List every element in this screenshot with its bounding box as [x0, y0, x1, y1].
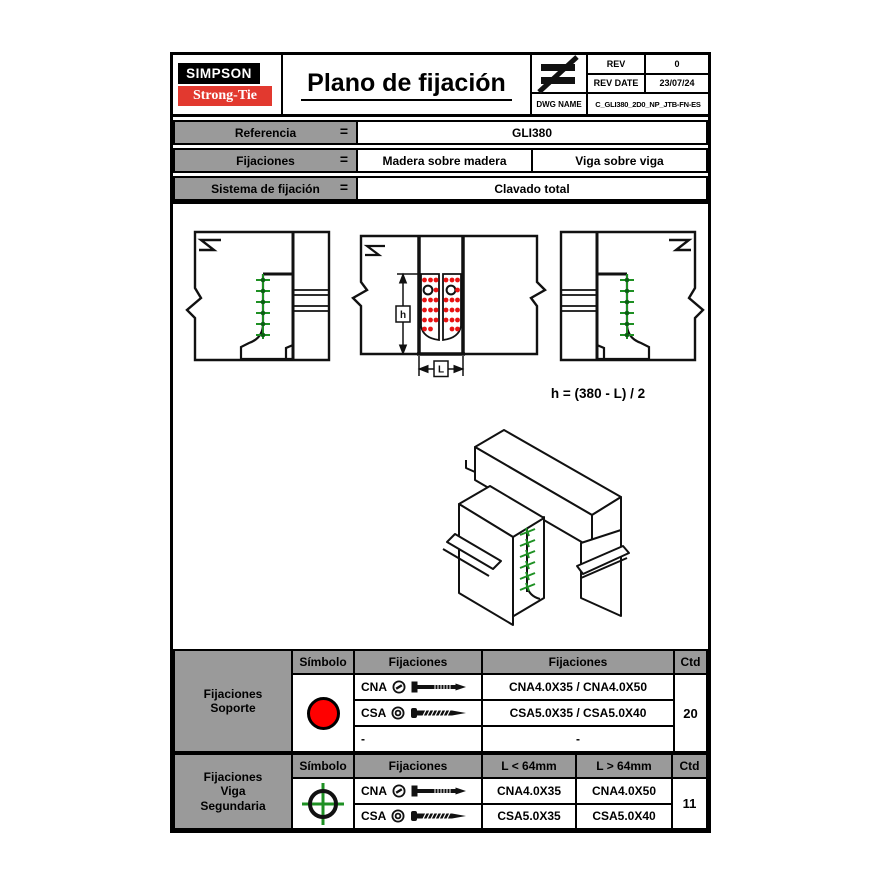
title-block [173, 55, 708, 117]
screw-head-icon [391, 809, 405, 823]
brand-strongtie-label: Strong-Tie [178, 86, 272, 106]
screw-side-icon [410, 809, 470, 823]
support-row-csa-code-cell [355, 701, 481, 725]
dwg-name-value: C_GLI380_2D0_NP_JTB-FN-ES [595, 99, 701, 109]
equals-sign: = [339, 123, 348, 139]
col-header-fixings-ref: Fijaciones [483, 651, 673, 673]
height-formula: h = (380 - L) / 2 [550, 386, 646, 401]
support-row-dash-code-cell: - [355, 727, 481, 751]
support-symbol-cell [293, 675, 353, 751]
support-fixings-table [173, 649, 708, 753]
col-header-l-small: L < 64mm [483, 755, 575, 777]
fixing-system-value: Clavado total [494, 181, 570, 196]
rev-label: REV [588, 55, 646, 75]
screw-side-icon [410, 706, 470, 720]
screw-head-icon [391, 706, 405, 720]
col-header-qty: Ctd [673, 755, 706, 777]
secondary-table-title: Fijaciones Viga Segundaria [200, 769, 266, 813]
fixings-value-right: Viga sobre viga [531, 150, 706, 171]
revision-block [532, 55, 708, 114]
fastener-code: CSA [361, 706, 387, 720]
brand-logo [173, 55, 283, 114]
page-title-cell [283, 55, 532, 114]
col-header-fixings: Fijaciones [355, 755, 481, 777]
reference-label-cell [175, 122, 358, 143]
nail-head-icon [392, 680, 406, 694]
reference-value: GLI380 [511, 125, 553, 140]
page-title: Plano de fijación [301, 69, 512, 101]
col-header-symbol: Símbolo [293, 651, 353, 673]
reference-section [173, 120, 708, 204]
dwg-name-label: DWG NAME [532, 94, 588, 114]
nail-head-icon [392, 784, 406, 798]
fastener-code: CNA [361, 783, 387, 798]
fixings-label-cell [175, 150, 358, 171]
drawing-area [173, 201, 708, 649]
secondary-row-csa-short: CSA5.0X35 [483, 805, 575, 829]
reference-row [173, 120, 708, 145]
crosshair-symbol-icon [300, 781, 346, 827]
col-header-qty: Ctd [675, 651, 706, 673]
support-table-title: Fijaciones Soporte [203, 686, 263, 715]
brand-simpson-label: SIMPSON [178, 63, 260, 84]
fixings-label: Fijaciones [236, 153, 295, 168]
equals-sign: = [339, 151, 348, 167]
not-equal-logo-icon [532, 55, 588, 94]
support-row-csa-value: CSA5.0X35 / CSA5.0X40 [483, 701, 673, 725]
col-header-fixings: Fijaciones [355, 651, 481, 673]
secondary-row-csa-long: CSA5.0X40 [577, 805, 671, 829]
fixings-row [173, 148, 708, 173]
nail-side-icon [411, 680, 467, 694]
fastener-code: CSA [361, 809, 387, 824]
fastener-code: CNA [361, 680, 387, 694]
isometric-view-diagram [431, 420, 693, 644]
fixing-system-row [173, 176, 708, 201]
side-view-left-diagram [185, 226, 335, 366]
col-header-l-big: L > 64mm [577, 755, 671, 777]
support-table-title-cell [175, 651, 291, 751]
secondary-row-cna-code-cell [355, 779, 481, 803]
length-dimension [419, 356, 463, 377]
dim-h-label: h [399, 310, 407, 321]
col-header-symbol: Símbolo [293, 755, 353, 777]
secondary-row-cna-long: CNA4.0X50 [577, 779, 671, 803]
secondary-row-cna-short: CNA4.0X35 [483, 779, 575, 803]
reference-label: Referencia [234, 125, 297, 140]
rev-value: 0 [646, 55, 708, 75]
support-row-dash-value: - [483, 727, 673, 751]
secondary-symbol-cell [293, 779, 353, 828]
fixings-value-left: Madera sobre madera [382, 153, 507, 168]
dim-l-label: L [437, 364, 445, 376]
front-view-diagram [351, 222, 547, 384]
support-row-cna-code-cell [355, 675, 481, 699]
support-row-cna-value: CNA4.0X35 / CNA4.0X50 [483, 675, 673, 699]
secondary-row-csa-code-cell [355, 805, 481, 829]
nail-side-icon [411, 784, 467, 798]
support-qty-value: 20 [675, 675, 706, 751]
rev-date-value: 23/07/24 [646, 75, 708, 95]
rev-date-label: REV DATE [588, 75, 646, 95]
side-view-right-diagram [555, 226, 705, 366]
secondary-beam-fixings-table [173, 753, 708, 830]
fixing-system-label-cell [175, 178, 358, 199]
secondary-qty-value: 11 [673, 779, 706, 828]
equals-sign: = [339, 179, 348, 195]
secondary-table-title-cell [175, 755, 291, 828]
red-circle-symbol-icon [307, 697, 340, 730]
drawing-sheet [170, 52, 711, 833]
fixing-system-label: Sistema de fijación [211, 181, 320, 196]
